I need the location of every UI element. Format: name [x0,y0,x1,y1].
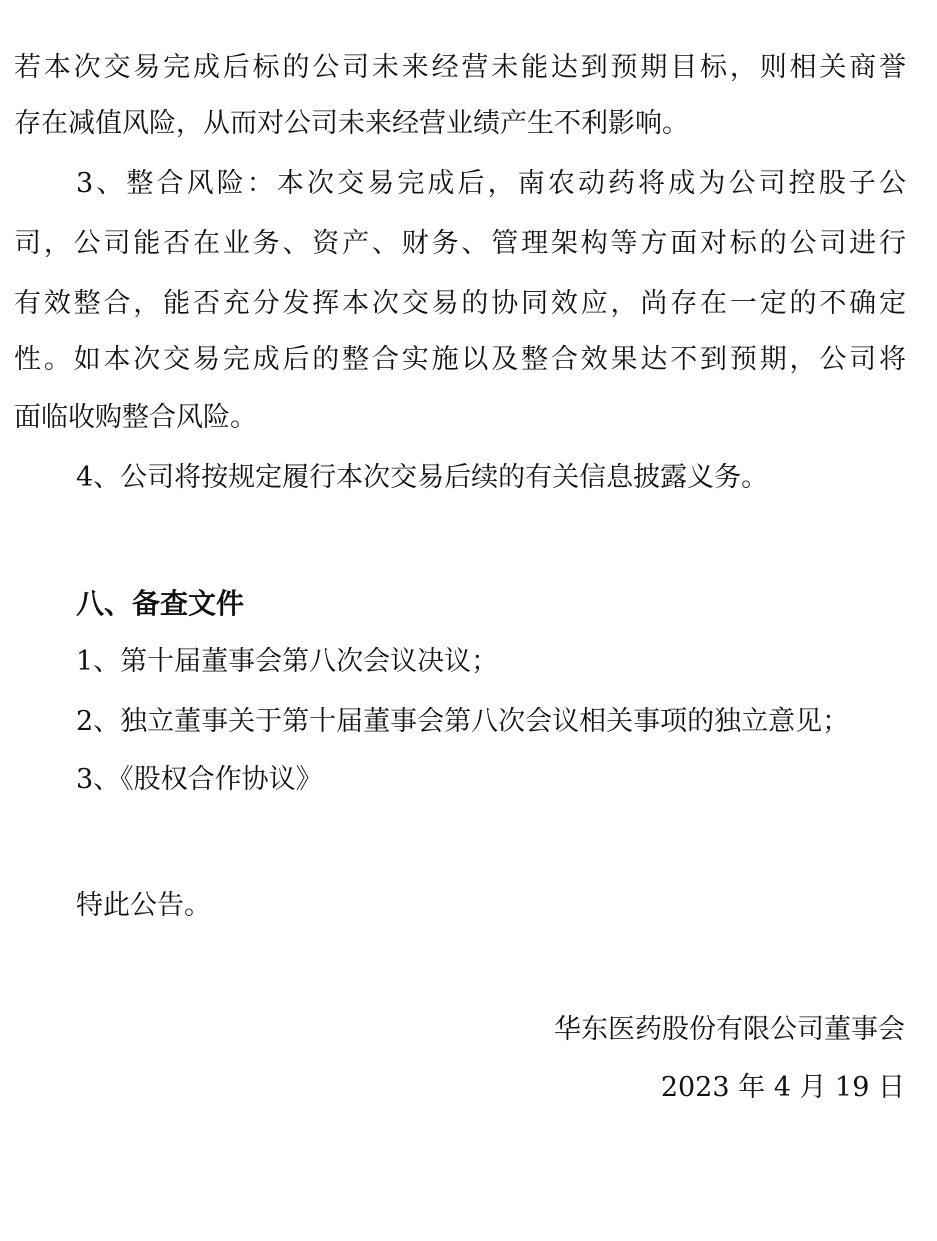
paragraph-line: 司，公司能否在业务、资产、财务、管理架构等方面对标的公司进行 [14,228,906,259]
paragraph-line: 3、整合风险：本次交易完成后，南农动药将成为公司控股子公 [76,168,906,199]
disclosure-paragraph: 4、公司将按规定履行本次交易后续的有关信息披露义务。 [76,462,769,493]
signature-company: 华东医药股份有限公司董事会 [554,1014,905,1045]
reference-item: 2、独立董事关于第十届董事会第八次会议相关事项的独立意见； [76,706,850,737]
reference-item: 1、第十届董事会第八次会议决议； [76,646,499,677]
closing-statement: 特此公告。 [76,890,211,921]
paragraph-line: 面临收购整合风险。 [14,402,257,433]
section-heading: 八、备查文件 [76,587,245,620]
reference-item: 3、《股权合作协议》 [76,764,323,795]
paragraph-line: 性。如本次交易完成后的整合实施以及整合效果达不到预期，公司将 [14,344,906,375]
paragraph-line: 存在减值风险，从而对公司未来经营业绩产生不利影响。 [14,108,689,139]
paragraph-line: 有效整合，能否充分发挥本次交易的协同效应，尚存在一定的不确定 [14,288,906,319]
paragraph-line: 若本次交易完成后标的公司未来经营未能达到预期目标，则相关商誉 [14,52,906,83]
signature-date: 2023 年 4 月 19 日 [660,1072,905,1103]
